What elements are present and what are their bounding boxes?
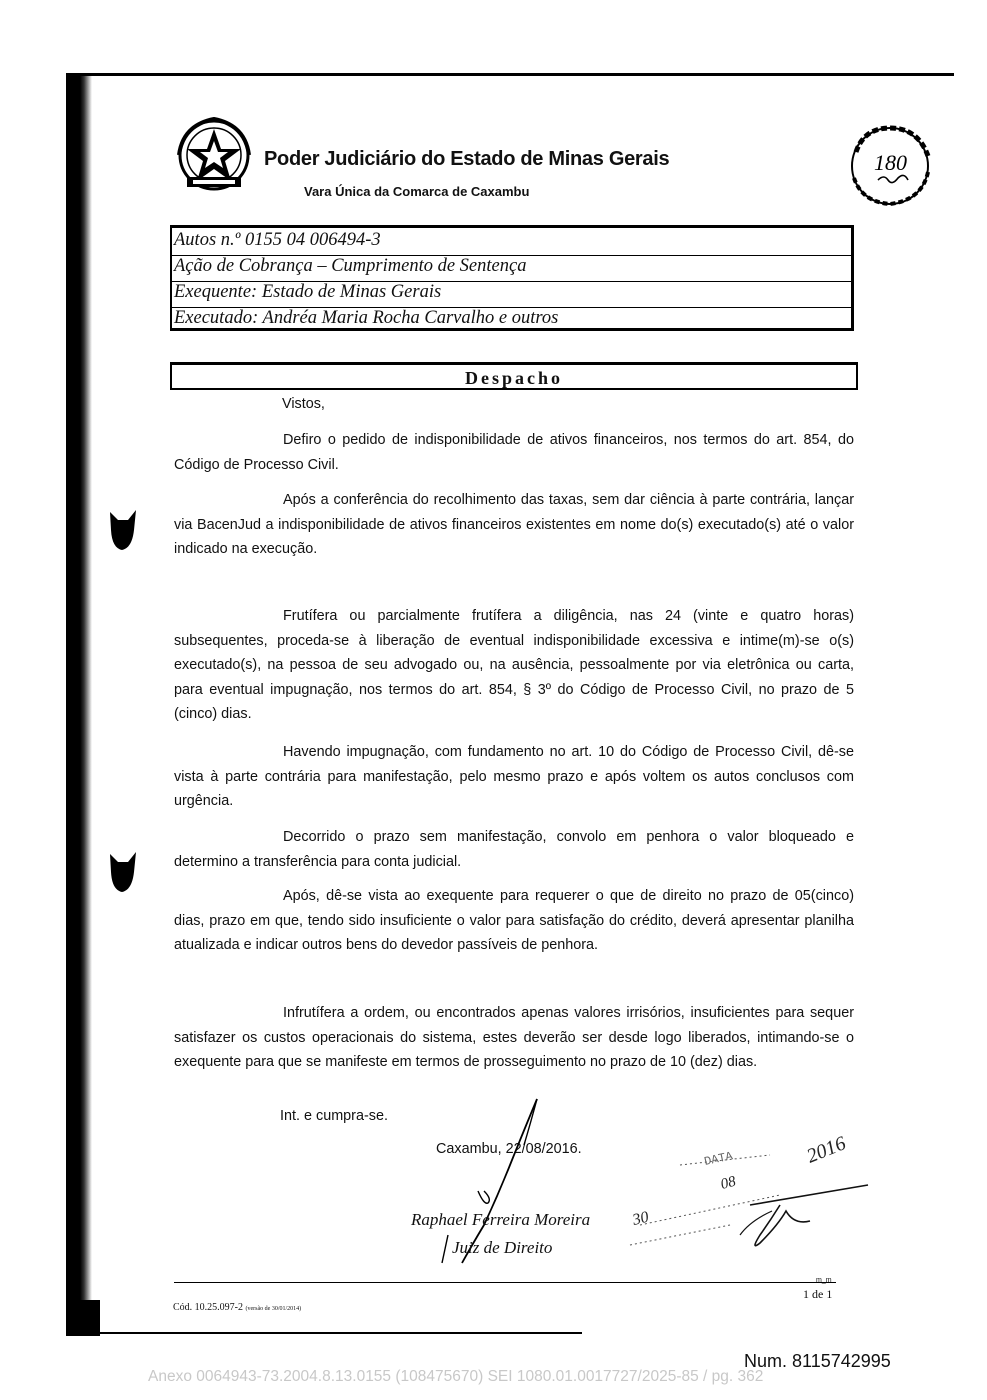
svg-text:30: 30	[630, 1208, 651, 1229]
greeting: Vistos,	[282, 396, 325, 412]
document-number: Num. 8115742995	[744, 1351, 891, 1371]
paragraph: Decorrido o prazo sem manifestação, convolo em penhora o valor bloqueado e determino a transferência para conta judicial.	[174, 829, 854, 870]
signer-role: Juiz de Direito	[452, 1238, 553, 1257]
scan-left-edge-tail	[66, 1300, 100, 1336]
scan-left-edge	[66, 74, 92, 1336]
paragraph: Após, dê-se vista ao exequente para requerer o que de direito no prazo de 05(cinco) dias, prazo em que, tendo sido insuficiente o valor para satisfação do crédito, deverá apresentar planilha atualizada e indicar outros bens do devedor passíveis de penhora.	[174, 888, 854, 953]
form-version: (versão de 30/01/2014)	[245, 1306, 302, 1312]
paragraph: Havendo impugnação, com fundamento no art. 10 do Código de Processo Civil, dê-se vista à parte contrária para manifestação, pelo mesmo prazo e após voltem os autos conclusos com urgência.	[174, 744, 854, 809]
annex-watermark: Anexo 0064943-73.2004.8.13.0155 (108475670) SEI 1080.01.0017727/2025-85 / pg. 362	[148, 1368, 764, 1385]
form-code	[173, 1302, 301, 1313]
footer-rule	[174, 1282, 836, 1283]
scan-bottom-edge	[92, 1332, 582, 1334]
page-seal-stamp	[844, 122, 936, 210]
paragraph: Defiro o pedido de indisponibilidade de ativos financeiros, nos termos do art. 854, do Código de Processo Civil.	[174, 432, 854, 473]
scan-top-edge	[66, 73, 954, 76]
court-title: Poder Judiciário do Estado de Minas Gerais	[264, 148, 670, 170]
svg-text:2016: 2016	[803, 1132, 849, 1168]
seal-number: 180	[874, 150, 907, 175]
form-code-text: Cód. 10.25.097-2	[173, 1302, 243, 1313]
signer-name: Raphael Ferreira Moreira	[411, 1210, 591, 1229]
place-date: Caxambu, 22/08/2016.	[436, 1141, 582, 1157]
document-title-box	[170, 362, 858, 390]
court-subtitle: Vara Única da Comarca de Caxambu	[304, 184, 530, 199]
closing-text: Int. e cumpra-se.	[280, 1108, 388, 1124]
page-count: 1 de 1	[803, 1287, 833, 1301]
case-action: Ação de Cobrança – Cumprimento de Sentença	[174, 256, 527, 276]
case-debtor: Executado: Andréa Maria Rocha Carvalho e outros	[174, 308, 559, 328]
svg-text:08: 08	[719, 1173, 738, 1193]
svg-text:DATA: DATA	[702, 1149, 735, 1169]
coat-of-arms-icon	[173, 115, 255, 199]
paragraph: Após a conferência do recolhimento das taxas, sem dar ciência à parte contrária, lançar via BacenJud a indisponibilidade de ativos financeiros existentes em nome do(s) executado(s) até o valor indicado na execução.	[174, 492, 854, 557]
binding-hole-mark	[108, 850, 138, 894]
receipt-stamp	[610, 1125, 880, 1275]
case-creditor: Exequente: Estado de Minas Gerais	[174, 282, 442, 302]
case-number: Autos n.º 0155 04 006494-3	[174, 230, 381, 250]
paragraph: Frutífera ou parcialmente frutífera a diligência, nas 24 (vinte e quatro horas) subsequentes, proceda-se à liberação de eventual indisponibilidade excessiva e intime(m)-se o(s) executado(s), na pessoa de seu advogado ou, na ausência, pessoalmente por via eletrônica ou carta, para eventual impugnação, nos termos do art. 854, § 3º do Código de Processo Civil, no prazo de 5 (cinco) dias.	[174, 608, 854, 722]
case-info-box	[170, 225, 854, 331]
document-title: Despacho	[464, 368, 563, 388]
paragraph: Infrutífera a ordem, ou encontrados apenas valores irrisórios, insuficientes para sequer satisfazer os custos operacionais do sistema, estes deverão ser desde logo liberados, intimando-se o exequente para que se manifeste em termos de prosseguimento no prazo de 10 (dez) dias.	[174, 1005, 854, 1070]
binding-hole-mark	[108, 508, 138, 552]
footer-mark: m_m	[816, 1277, 832, 1284]
